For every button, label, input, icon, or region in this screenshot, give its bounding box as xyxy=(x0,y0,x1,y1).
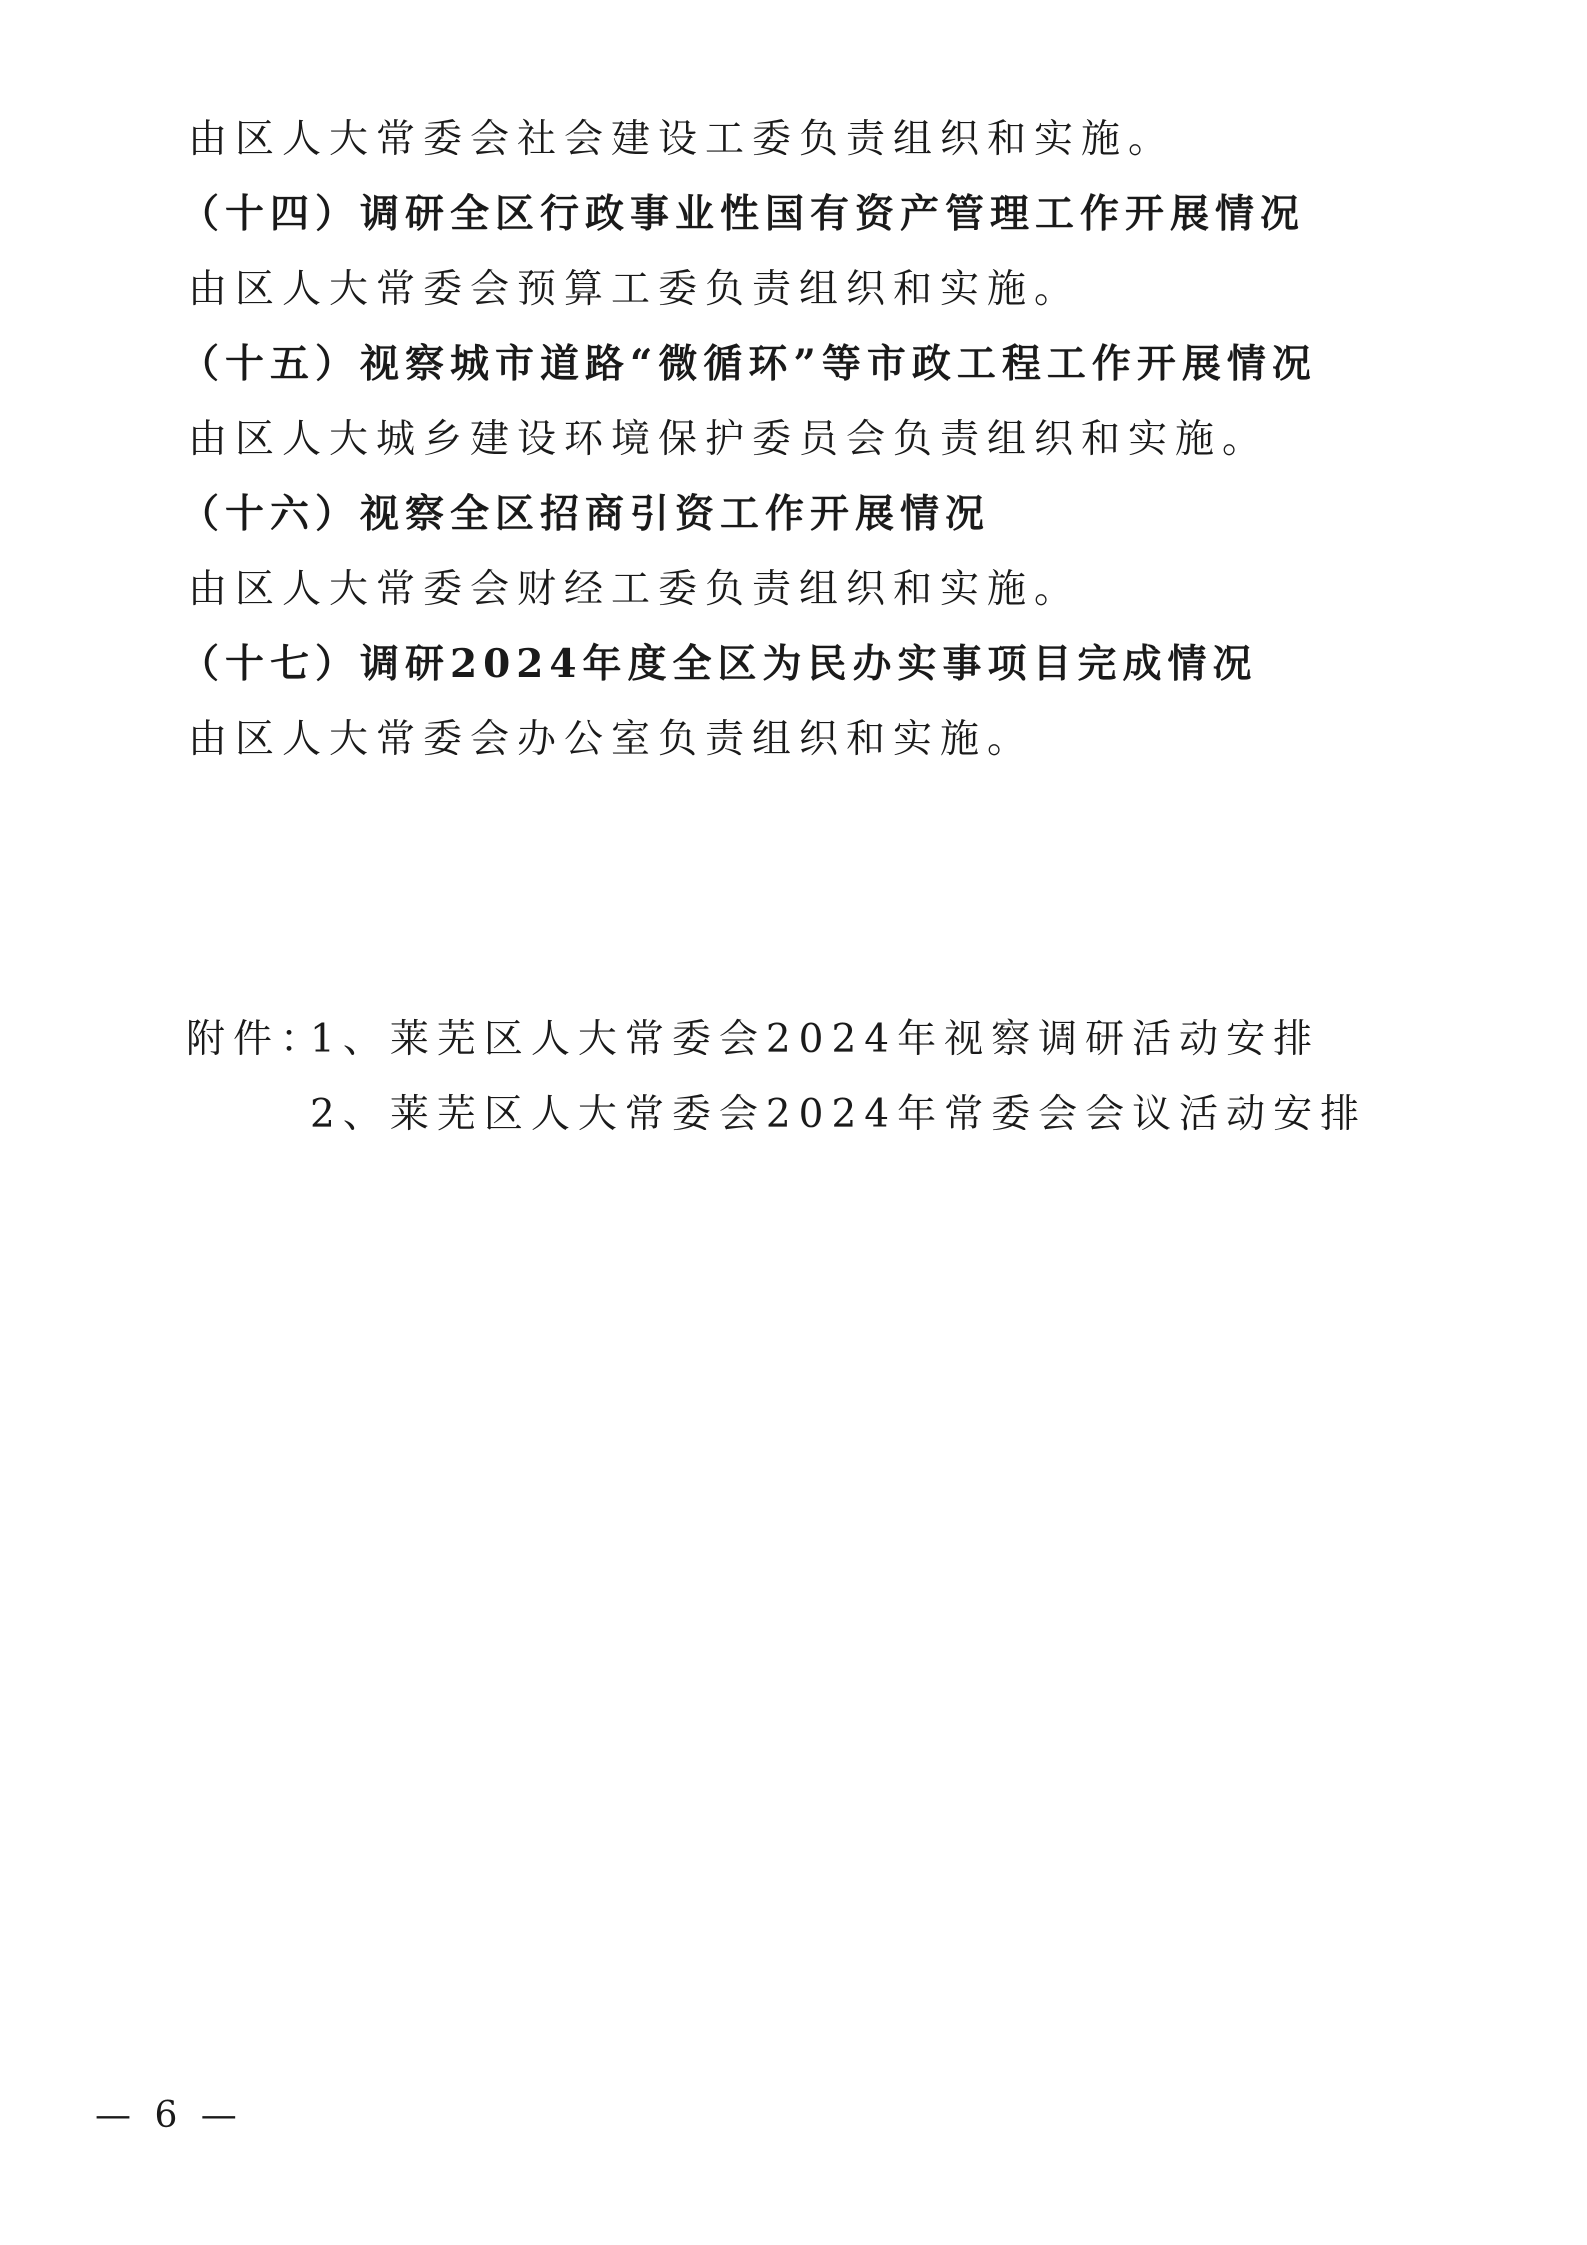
page-number: — 6 — xyxy=(95,2095,243,2136)
body-paragraph-responsibility: 由区人大常委会财经工委负责组织和实施。 xyxy=(188,567,1082,612)
body-paragraph-responsibility: 由区人大常委会社会建设工委负责组织和实施。 xyxy=(188,117,1176,162)
section-heading-17: （十七）调研2024年度全区为民办实事项目完成情况 xyxy=(180,641,1258,687)
attachments-label: 附件： xyxy=(186,1017,328,1062)
body-paragraph-responsibility: 由区人大常委会预算工委负责组织和实施。 xyxy=(188,267,1082,312)
attachment-item-1: 1、莱芜区人大常委会2024年视察调研活动安排 xyxy=(310,1017,1321,1062)
attachment-item-2: 2、莱芜区人大常委会2024年常委会会议活动安排 xyxy=(310,1092,1368,1137)
section-heading-14: （十四）调研全区行政事业性国有资产管理工作开展情况 xyxy=(180,191,1306,237)
body-paragraph-responsibility: 由区人大常委会办公室负责组织和实施。 xyxy=(188,717,1035,762)
body-paragraph-responsibility: 由区人大城乡建设环境保护委员会负责组织和实施。 xyxy=(188,417,1270,462)
section-heading-16: （十六）视察全区招商引资工作开展情况 xyxy=(180,491,991,537)
section-heading-15: （十五）视察城市道路“微循环”等市政工程工作开展情况 xyxy=(180,341,1317,387)
